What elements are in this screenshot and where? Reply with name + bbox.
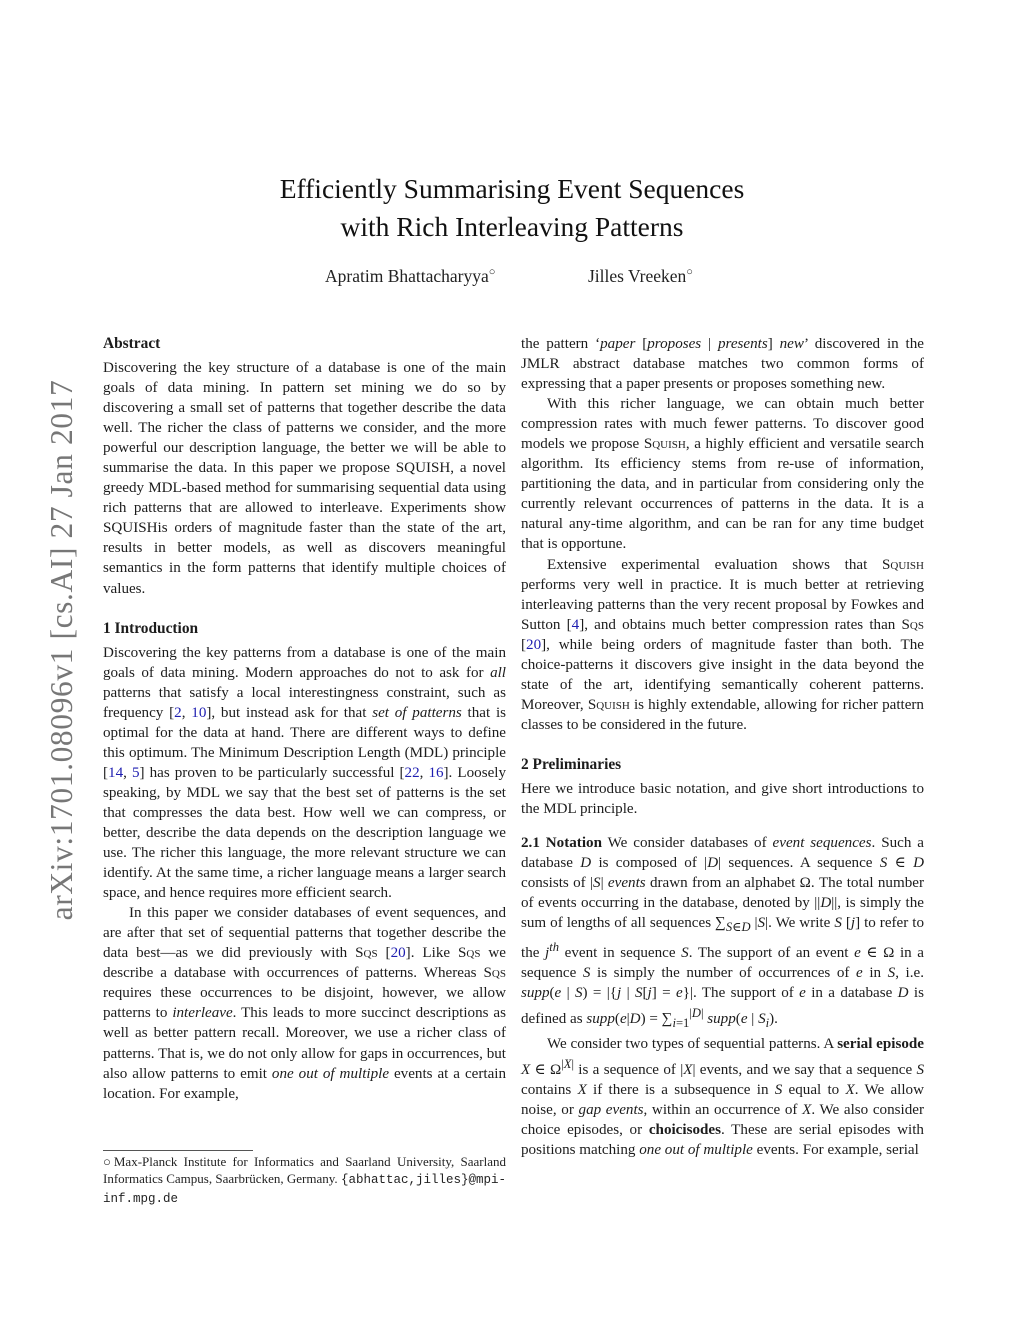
intro-paragraph-4: With this richer language, we can obtain much better compression rates with much fewer patterns. To discover good models we propose Squish, a highly efficient and versatile search algorithm. Its efficiency stems from re-use of information, partitioning the data, and in particular from considering only the currently relevant occurrences of patterns in the data. It is a natural any-time algorithm, and can be ran for any time budget that is opportune.: [521, 396, 924, 553]
citation-link[interactable]: 10: [191, 704, 207, 721]
author-1: Apratim Bhattacharyya○: [325, 266, 496, 286]
right-column: [521, 334, 924, 1160]
abstract-heading: Abstract: [103, 335, 161, 352]
intro-paragraph-3: the pattern ‘paper [proposes | presents] new’ discovered in the JMLR abstract database matches two common forms of expressing that a paper presents or proposes something new.: [521, 336, 924, 393]
intro-paragraph-5: Extensive experimental evaluation shows that Squish performs very well in practice. It is much better at retrieving interleaving patterns than the very recent proposal by Fowkes and Sutton [4], and obtains much better compression rates than Sqs [20], while being orders of magnitude faster than both. The choice-patterns it discovers give insight in the data beyond the state of the art, identifying semantically coherent patterns. Moreover, Squish is highly extendable, allowing for richer pattern classes to be considered in the future.: [521, 556, 924, 733]
citation-link[interactable]: 16: [428, 764, 444, 781]
citation-link[interactable]: 20: [390, 945, 406, 962]
footnote-rule: [103, 1150, 253, 1151]
abstract-text: Discovering the key structure of a database is one of the main goals of data mining. In pattern set mining we do so by discovering a small set of patterns that together describe the data well. The richer the class of patterns we consider, and the more powerful our description language, the better we will be able to summarise the data. In this paper we propose SQUISH, a novel greedy MDL-based method for summarising sequential data using rich patterns that are allowed to interleave. Experiments show SQUISHis orders of magnitude faster than the state of the art, results in better models, as well as discovers meaningful semantics in the form patterns that identify multiple choices of values.: [103, 360, 506, 597]
footnote: [103, 1150, 506, 1208]
citation-link[interactable]: 14: [108, 764, 124, 781]
notation-paragraph-2: We consider two types of sequential patterns. A serial episode X ∈ $\Omega^{|X|}$ is a sequence of |X| events, and we say that a sequence S contains X if there is a subsequence in S equal to X. We allow noise, or gap events, within an occurrence of X. We also consider choice episodes, or choicisodes. These are serial episodes with positions matching one out of multiple events. For example, serial: [521, 1035, 925, 1158]
citation-link[interactable]: 2: [174, 704, 182, 721]
citation-link[interactable]: 20: [526, 636, 542, 653]
citation-link[interactable]: 22: [404, 764, 420, 781]
citation-link[interactable]: 5: [131, 764, 140, 781]
title-line-1: Efficiently Summarising Event Sequences: [279, 173, 745, 204]
preliminaries-text: Here we introduce basic notation, and give short introductions to the MDL principle.: [521, 780, 924, 817]
arxiv-identifier[interactable]: arXiv:1701.08096v1 [cs.AI] 27 Jan 2017: [44, 379, 79, 921]
intro-paragraph-2: In this paper we consider databases of event sequences, and are after that set of sequential patterns that together describe the data best—as we did previously with Sqs [20]. Like Sqs we describe a database with occurrences of patterns. Whereas Sqs requires these occurrences to be disjoint, however, we allow patterns to interleave. This leads to more succinct descriptions as well as better pattern recall. Moreover, we use a richer class of patterns. That is, we do not only allow for gaps in occurrences, but also allow patterns to emit one out of multiple events at a certain location. For example,: [103, 905, 507, 1102]
left-column: [103, 334, 506, 1104]
notation-paragraph: 2.1 Notation We consider databases of event sequences. Such a database D is composed of |D| sequences. A sequence S ∈ D consists of |S| events drawn from an alphabet Ω. The total number of events occurring in the database, denoted by ||D||, is simply the sum of lengths of all sequences $\sum_{S\in D}$ |S|. We write S [j] to refer to the $j^{th}$ event in sequence S. The support of an event e ∈ Ω in a sequence S is simply the number of occurrences of e in S, i.e. supp(e | S) = |{j | S[j] = e}|. The support of e in a database D is defined as supp(e|D) = $\sum_{i=1}^{|D|}$ supp(e | $S_i$).: [521, 835, 925, 1031]
preliminaries-heading: 2 Preliminaries: [521, 755, 622, 773]
author-emails: {abhattac,jilles}@mpi-inf.mpg.de: [103, 1173, 506, 1206]
footnote-text: ○Max-Planck Institute for Informatics and Saarland University, Saarland Informatics Campus, Saarbrücken, Germany. {abhattac,jilles}@mpi-inf.mpg.de: [103, 1154, 506, 1206]
notation-heading: 2.1 Notation: [521, 835, 602, 852]
citation-link[interactable]: 4: [571, 616, 580, 633]
title-line-2: with Rich Interleaving Patterns: [340, 211, 684, 242]
author-2: Jilles Vreeken○: [588, 266, 693, 286]
paper-title: [160, 170, 864, 246]
introduction-heading: 1 Introduction: [103, 619, 199, 637]
intro-paragraph-1: Discovering the key patterns from a database is one of the main goals of data mining. Modern approaches do not to ask for all patterns that satisfy a local interestingness constraint, such as frequency [2, 10], but instead ask for that set of patterns that is optimal for the data at hand. There are different ways to define this optimum. The Minimum Description Length (MDL) principle [14, 5] has proven to be particularly successful [22, 16]. Loosely speaking, by MDL we say that the best set of patterns is the set that compresses the data best. How well we can compress, or better, describe the data depends on the description language we use. The richer this language, the more relevant structure we can identify. At the same time, a richer language means a larger search space, and hence requires more efficient search.: [103, 644, 507, 902]
